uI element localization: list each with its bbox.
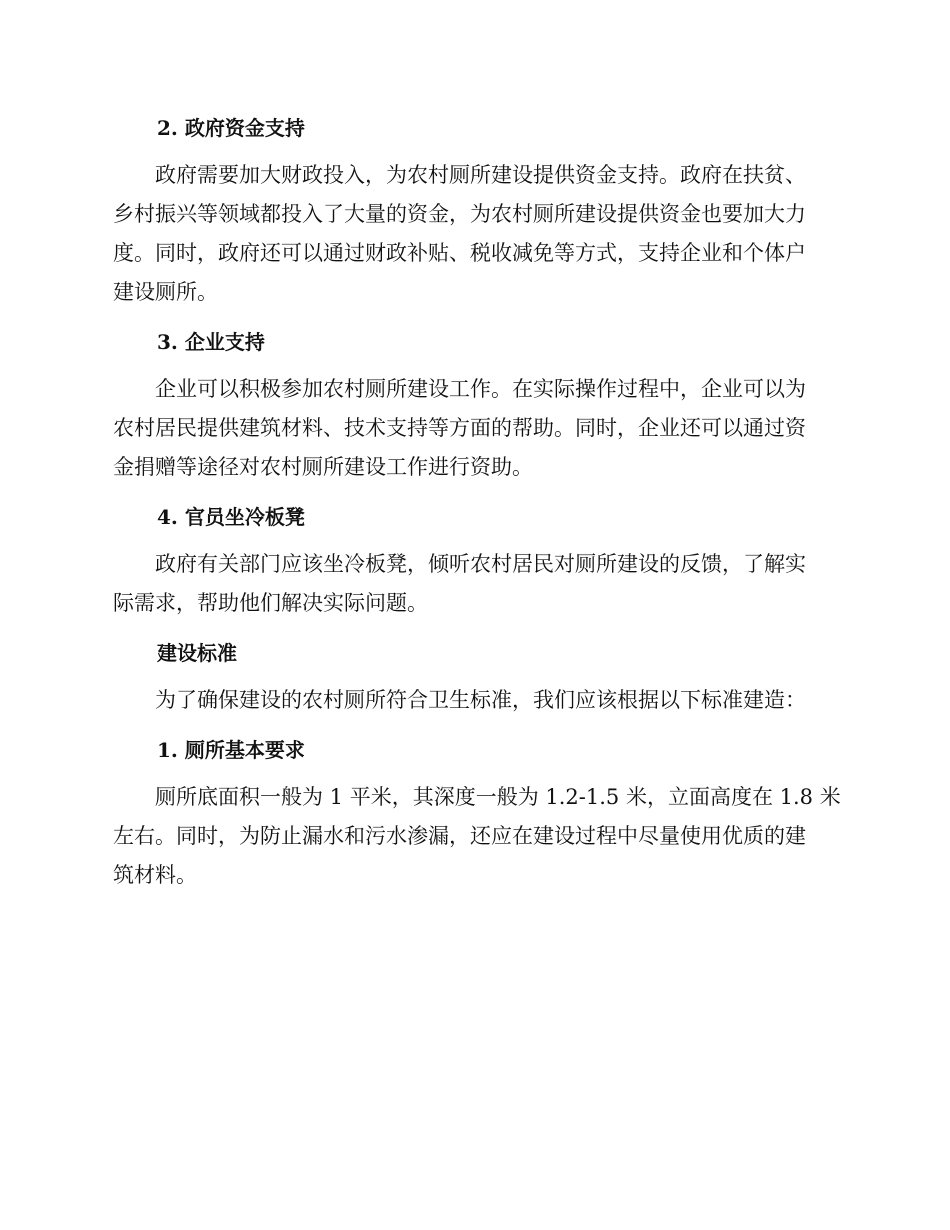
paragraph-line: 建设厕所。 [113, 280, 218, 304]
paragraph-line: 农村居民提供建筑材料、技术支持等方面的帮助。同时，企业还可以通过资 [113, 416, 806, 440]
section-heading-basic-requirements: 1. 厕所基本要求 [157, 738, 305, 762]
section-heading-government-funding: 2. 政府资金支持 [157, 116, 305, 140]
paragraph-officials [113, 545, 835, 623]
section-heading-enterprise-support: 3. 企业支持 [157, 330, 265, 354]
paragraph-construction-standards [113, 681, 835, 720]
paragraph-line: 金捐赠等途径对农村厕所建设工作进行资助。 [113, 455, 533, 479]
paragraph-line: 乡村振兴等领域都投入了大量的资金，为农村厕所建设提供资金也要加大力 [113, 202, 806, 226]
paragraph-line: 政府有关部门应该坐冷板凳，倾听农村居民对厕所建设的反馈，了解实 [155, 552, 806, 576]
paragraph-line: 为了确保建设的农村厕所符合卫生标准，我们应该根据以下标准建造： [155, 688, 806, 712]
paragraph-line: 企业可以积极参加农村厕所建设工作。在实际操作过程中，企业可以为 [155, 377, 806, 401]
paragraph-line: 际需求，帮助他们解决实际问题。 [113, 591, 428, 615]
paragraph-line: 厕所底面积一般为 1 平米，其深度一般为 1.2-1.5 米，立面高度在 1.8 米 [155, 785, 841, 809]
paragraph-line: 左右。同时，为防止漏水和污水渗漏，还应在建设过程中尽量使用优质的建 [113, 824, 806, 848]
paragraph-line: 度。同时，政府还可以通过财政补贴、税收减免等方式，支持企业和个体户 [113, 241, 806, 265]
document-body [113, 108, 841, 905]
section-heading-construction-standards: 建设标准 [157, 641, 237, 665]
paragraph-enterprise-support [113, 370, 835, 487]
paragraph-line: 筑材料。 [113, 863, 197, 887]
paragraph-line: 政府需要加大财政投入，为农村厕所建设提供资金支持。政府在扶贫、 [155, 163, 806, 187]
paragraph-basic-requirements [113, 778, 841, 895]
paragraph-government-funding [113, 156, 835, 312]
section-heading-officials: 4. 官员坐冷板凳 [157, 505, 305, 529]
